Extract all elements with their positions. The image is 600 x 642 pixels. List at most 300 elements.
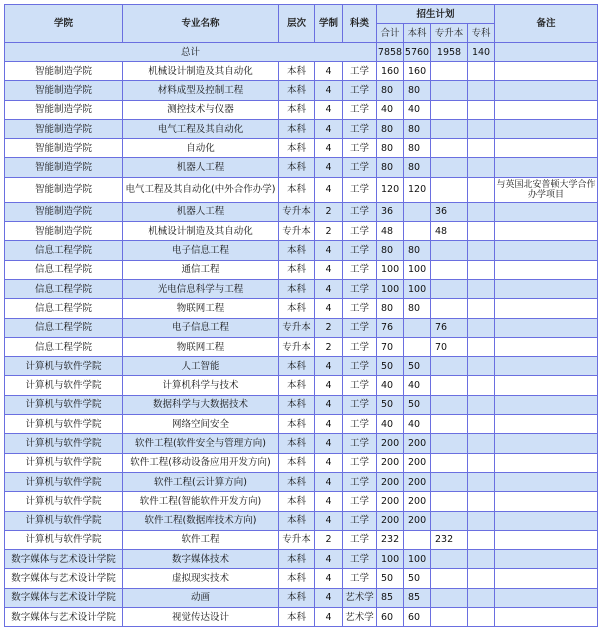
- remark-cell: [495, 139, 598, 158]
- table-row: [5, 415, 598, 434]
- category-cell: 工学: [343, 158, 377, 177]
- upgrade-cell: [431, 434, 468, 453]
- table-row: [5, 492, 598, 511]
- junior-cell: [468, 357, 495, 376]
- table-row: [5, 608, 598, 627]
- duration-cell: 4: [315, 376, 343, 395]
- table-row: [5, 177, 598, 202]
- duration-cell: 4: [315, 434, 343, 453]
- summary-remark: [495, 43, 598, 62]
- junior-cell: [468, 62, 495, 81]
- category-cell: 工学: [343, 260, 377, 279]
- college-cell: 数字媒体与艺术设计学院: [5, 608, 123, 627]
- remark-cell: [495, 222, 598, 241]
- category-cell: 工学: [343, 569, 377, 588]
- enrollment-plan-table: [4, 4, 598, 627]
- upgrade-cell: 76: [431, 318, 468, 337]
- undergrad-header: 本科: [404, 24, 431, 43]
- undergrad-cell: 120: [404, 177, 431, 202]
- category-cell: 工学: [343, 119, 377, 138]
- college-cell: 计算机与软件学院: [5, 357, 123, 376]
- major-cell: 软件工程(数据库技术方向): [123, 511, 279, 530]
- major-cell: 人工智能: [123, 357, 279, 376]
- duration-cell: 4: [315, 158, 343, 177]
- remark-cell: [495, 434, 598, 453]
- total-cell: 60: [377, 608, 404, 627]
- undergrad-cell: 200: [404, 492, 431, 511]
- major-cell: 软件工程(软件安全与管理方向): [123, 434, 279, 453]
- undergrad-cell: 200: [404, 511, 431, 530]
- junior-header: 专科: [468, 24, 495, 43]
- level-cell: 本科: [279, 415, 315, 434]
- category-cell: 工学: [343, 299, 377, 318]
- total-cell: 200: [377, 434, 404, 453]
- undergrad-cell: 50: [404, 569, 431, 588]
- undergrad-cell: 80: [404, 158, 431, 177]
- junior-cell: [468, 550, 495, 569]
- remark-cell: [495, 376, 598, 395]
- summary-junior: 140: [468, 43, 495, 62]
- undergrad-cell: [404, 337, 431, 356]
- duration-cell: 4: [315, 357, 343, 376]
- duration-cell: 4: [315, 550, 343, 569]
- total-cell: 48: [377, 222, 404, 241]
- level-cell: 专升本: [279, 530, 315, 549]
- total-cell: 80: [377, 299, 404, 318]
- summary-row: [5, 43, 598, 62]
- level-cell: 本科: [279, 376, 315, 395]
- junior-cell: [468, 395, 495, 414]
- college-cell: 计算机与软件学院: [5, 472, 123, 491]
- category-cell: 工学: [343, 395, 377, 414]
- total-cell: 200: [377, 492, 404, 511]
- total-cell: 80: [377, 158, 404, 177]
- college-cell: 智能制造学院: [5, 139, 123, 158]
- level-cell: 本科: [279, 81, 315, 100]
- total-cell: 200: [377, 511, 404, 530]
- category-cell: 工学: [343, 241, 377, 260]
- category-cell: 工学: [343, 530, 377, 549]
- category-cell: 工学: [343, 62, 377, 81]
- total-cell: 100: [377, 260, 404, 279]
- level-cell: 本科: [279, 434, 315, 453]
- upgrade-cell: [431, 62, 468, 81]
- undergrad-cell: [404, 318, 431, 337]
- junior-cell: [468, 119, 495, 138]
- category-cell: 工学: [343, 222, 377, 241]
- remark-cell: [495, 530, 598, 549]
- table-row: [5, 119, 598, 138]
- junior-cell: [468, 608, 495, 627]
- upgrade-cell: [431, 100, 468, 119]
- table-row: [5, 62, 598, 81]
- level-cell: 本科: [279, 241, 315, 260]
- college-cell: 计算机与软件学院: [5, 434, 123, 453]
- level-cell: 本科: [279, 299, 315, 318]
- table-row: [5, 453, 598, 472]
- table-row: [5, 299, 598, 318]
- major-cell: 电气工程及其自动化: [123, 119, 279, 138]
- level-cell: 本科: [279, 139, 315, 158]
- level-header: 层次: [279, 5, 315, 43]
- major-cell: 数据科学与大数据技术: [123, 395, 279, 414]
- major-cell: 材料成型及控制工程: [123, 81, 279, 100]
- level-cell: 本科: [279, 511, 315, 530]
- plan-header: 招生计划: [377, 5, 495, 24]
- summary-total: 7858: [377, 43, 404, 62]
- major-cell: 计算机科学与技术: [123, 376, 279, 395]
- college-cell: 智能制造学院: [5, 62, 123, 81]
- college-cell: 智能制造学院: [5, 119, 123, 138]
- junior-cell: [468, 177, 495, 202]
- remark-cell: [495, 318, 598, 337]
- remark-cell: [495, 588, 598, 607]
- upgrade-cell: [431, 241, 468, 260]
- undergrad-cell: 160: [404, 62, 431, 81]
- upgrade-cell: [431, 357, 468, 376]
- remark-header: 备注: [495, 5, 598, 43]
- table-row: [5, 158, 598, 177]
- college-cell: 计算机与软件学院: [5, 395, 123, 414]
- total-cell: 50: [377, 569, 404, 588]
- remark-cell: [495, 279, 598, 298]
- summary-upgrade: 1958: [431, 43, 468, 62]
- junior-cell: [468, 241, 495, 260]
- junior-cell: [468, 511, 495, 530]
- major-cell: 物联网工程: [123, 337, 279, 356]
- major-cell: 数字媒体技术: [123, 550, 279, 569]
- undergrad-cell: 80: [404, 119, 431, 138]
- duration-cell: 2: [315, 337, 343, 356]
- table-row: [5, 569, 598, 588]
- upgrade-cell: [431, 453, 468, 472]
- major-cell: 软件工程(智能软件开发方向): [123, 492, 279, 511]
- level-cell: 本科: [279, 453, 315, 472]
- table-row: [5, 279, 598, 298]
- junior-cell: [468, 222, 495, 241]
- remark-cell: [495, 81, 598, 100]
- undergrad-cell: 200: [404, 472, 431, 491]
- total-cell: 50: [377, 395, 404, 414]
- level-cell: 本科: [279, 260, 315, 279]
- header-row-top: [5, 5, 598, 24]
- major-cell: 电气工程及其自动化(中外合作办学): [123, 177, 279, 202]
- upgrade-cell: 232: [431, 530, 468, 549]
- duration-cell: 4: [315, 279, 343, 298]
- total-cell: 80: [377, 81, 404, 100]
- college-cell: 智能制造学院: [5, 222, 123, 241]
- undergrad-cell: [404, 202, 431, 221]
- junior-cell: [468, 569, 495, 588]
- duration-cell: 4: [315, 472, 343, 491]
- table-row: [5, 318, 598, 337]
- upgrade-cell: 48: [431, 222, 468, 241]
- category-cell: 工学: [343, 100, 377, 119]
- upgrade-cell: [431, 588, 468, 607]
- undergrad-cell: 60: [404, 608, 431, 627]
- duration-cell: 4: [315, 395, 343, 414]
- college-cell: 计算机与软件学院: [5, 376, 123, 395]
- duration-cell: 4: [315, 588, 343, 607]
- junior-cell: [468, 318, 495, 337]
- upgrade-cell: [431, 119, 468, 138]
- college-cell: 数字媒体与艺术设计学院: [5, 569, 123, 588]
- remark-cell: [495, 100, 598, 119]
- category-cell: 工学: [343, 318, 377, 337]
- undergrad-cell: 100: [404, 260, 431, 279]
- undergrad-cell: 80: [404, 241, 431, 260]
- duration-cell: 4: [315, 119, 343, 138]
- major-cell: 机械设计制造及其自动化: [123, 62, 279, 81]
- level-cell: 本科: [279, 62, 315, 81]
- level-cell: 本科: [279, 158, 315, 177]
- undergrad-cell: 80: [404, 299, 431, 318]
- total-cell: 70: [377, 337, 404, 356]
- duration-cell: 4: [315, 241, 343, 260]
- upgrade-cell: [431, 376, 468, 395]
- remark-cell: [495, 299, 598, 318]
- level-cell: 本科: [279, 279, 315, 298]
- total-cell: 80: [377, 139, 404, 158]
- junior-cell: [468, 100, 495, 119]
- duration-cell: 4: [315, 62, 343, 81]
- duration-cell: 2: [315, 530, 343, 549]
- category-cell: 工学: [343, 550, 377, 569]
- junior-cell: [468, 337, 495, 356]
- duration-cell: 4: [315, 100, 343, 119]
- major-cell: 光电信息科学与工程: [123, 279, 279, 298]
- level-cell: 本科: [279, 492, 315, 511]
- category-cell: 工学: [343, 492, 377, 511]
- major-cell: 机械设计制造及其自动化: [123, 222, 279, 241]
- duration-cell: 4: [315, 81, 343, 100]
- major-cell: 网络空间安全: [123, 415, 279, 434]
- undergrad-cell: [404, 530, 431, 549]
- category-cell: 艺术学: [343, 588, 377, 607]
- upgrade-cell: [431, 139, 468, 158]
- table-row: [5, 139, 598, 158]
- undergrad-cell: [404, 222, 431, 241]
- major-cell: 通信工程: [123, 260, 279, 279]
- upgrade-cell: [431, 279, 468, 298]
- table-row: [5, 100, 598, 119]
- remark-cell: [495, 472, 598, 491]
- level-cell: 专升本: [279, 337, 315, 356]
- remark-cell: [495, 241, 598, 260]
- total-cell: 36: [377, 202, 404, 221]
- college-cell: 信息工程学院: [5, 260, 123, 279]
- duration-cell: 2: [315, 202, 343, 221]
- total-cell: 40: [377, 100, 404, 119]
- category-cell: 工学: [343, 434, 377, 453]
- table-row: [5, 357, 598, 376]
- major-cell: 软件工程: [123, 530, 279, 549]
- table-row: [5, 472, 598, 491]
- college-cell: 计算机与软件学院: [5, 415, 123, 434]
- major-cell: 电子信息工程: [123, 318, 279, 337]
- upgrade-cell: [431, 550, 468, 569]
- total-cell: 76: [377, 318, 404, 337]
- remark-cell: [495, 260, 598, 279]
- major-cell: 虚拟现实技术: [123, 569, 279, 588]
- junior-cell: [468, 299, 495, 318]
- duration-cell: 4: [315, 511, 343, 530]
- major-cell: 机器人工程: [123, 158, 279, 177]
- level-cell: 本科: [279, 100, 315, 119]
- junior-cell: [468, 260, 495, 279]
- college-cell: 信息工程学院: [5, 279, 123, 298]
- major-cell: 机器人工程: [123, 202, 279, 221]
- major-header: 专业名称: [123, 5, 279, 43]
- remark-cell: [495, 395, 598, 414]
- undergrad-cell: 40: [404, 376, 431, 395]
- table-row: [5, 588, 598, 607]
- duration-cell: 4: [315, 492, 343, 511]
- total-cell: 100: [377, 279, 404, 298]
- college-cell: 智能制造学院: [5, 202, 123, 221]
- upgrade-cell: [431, 415, 468, 434]
- upgrade-cell: [431, 472, 468, 491]
- upgrade-cell: [431, 299, 468, 318]
- college-cell: 智能制造学院: [5, 177, 123, 202]
- upgrade-cell: [431, 492, 468, 511]
- undergrad-cell: 40: [404, 100, 431, 119]
- remark-cell: [495, 511, 598, 530]
- category-cell: 工学: [343, 177, 377, 202]
- level-cell: 专升本: [279, 318, 315, 337]
- junior-cell: [468, 139, 495, 158]
- junior-cell: [468, 376, 495, 395]
- category-cell: 工学: [343, 279, 377, 298]
- enrollment-table-container: [4, 4, 598, 627]
- college-cell: 信息工程学院: [5, 318, 123, 337]
- remark-cell: [495, 158, 598, 177]
- level-cell: 本科: [279, 119, 315, 138]
- remark-cell: [495, 337, 598, 356]
- major-cell: 自动化: [123, 139, 279, 158]
- remark-cell: 与英国北安普顿大学合作办学项目: [495, 177, 598, 202]
- table-row: [5, 434, 598, 453]
- upgrade-cell: [431, 158, 468, 177]
- major-cell: 视觉传达设计: [123, 608, 279, 627]
- level-cell: 本科: [279, 357, 315, 376]
- category-header: 科类: [343, 5, 377, 43]
- junior-cell: [468, 202, 495, 221]
- total-header: 合计: [377, 24, 404, 43]
- undergrad-cell: 50: [404, 357, 431, 376]
- upgrade-cell: 70: [431, 337, 468, 356]
- duration-cell: 4: [315, 139, 343, 158]
- college-cell: 数字媒体与艺术设计学院: [5, 550, 123, 569]
- summary-undergrad: 5760: [404, 43, 431, 62]
- category-cell: 工学: [343, 376, 377, 395]
- undergrad-cell: 50: [404, 395, 431, 414]
- upgrade-cell: [431, 511, 468, 530]
- college-cell: 数字媒体与艺术设计学院: [5, 588, 123, 607]
- level-cell: 本科: [279, 569, 315, 588]
- level-cell: 专升本: [279, 202, 315, 221]
- total-cell: 100: [377, 550, 404, 569]
- junior-cell: [468, 415, 495, 434]
- college-cell: 计算机与软件学院: [5, 511, 123, 530]
- college-cell: 信息工程学院: [5, 299, 123, 318]
- upgrade-cell: [431, 81, 468, 100]
- major-cell: 物联网工程: [123, 299, 279, 318]
- upgrade-header: 专升本: [431, 24, 468, 43]
- duration-cell: 4: [315, 299, 343, 318]
- major-cell: 软件工程(移动设备应用开发方向): [123, 453, 279, 472]
- undergrad-cell: 100: [404, 279, 431, 298]
- duration-cell: 4: [315, 608, 343, 627]
- junior-cell: [468, 472, 495, 491]
- duration-cell: 4: [315, 260, 343, 279]
- summary-label: 总计: [5, 43, 377, 62]
- undergrad-cell: 100: [404, 550, 431, 569]
- category-cell: 工学: [343, 511, 377, 530]
- remark-cell: [495, 492, 598, 511]
- total-cell: 80: [377, 241, 404, 260]
- table-row: [5, 395, 598, 414]
- remark-cell: [495, 202, 598, 221]
- level-cell: 本科: [279, 608, 315, 627]
- category-cell: 工学: [343, 81, 377, 100]
- college-cell: 智能制造学院: [5, 100, 123, 119]
- total-cell: 50: [377, 357, 404, 376]
- category-cell: 工学: [343, 337, 377, 356]
- remark-cell: [495, 415, 598, 434]
- upgrade-cell: [431, 569, 468, 588]
- undergrad-cell: 40: [404, 415, 431, 434]
- college-cell: 信息工程学院: [5, 337, 123, 356]
- total-cell: 40: [377, 376, 404, 395]
- junior-cell: [468, 279, 495, 298]
- junior-cell: [468, 530, 495, 549]
- table-row: [5, 376, 598, 395]
- college-header: 学院: [5, 5, 123, 43]
- undergrad-cell: 80: [404, 81, 431, 100]
- undergrad-cell: 200: [404, 453, 431, 472]
- remark-cell: [495, 119, 598, 138]
- remark-cell: [495, 569, 598, 588]
- category-cell: 工学: [343, 139, 377, 158]
- upgrade-cell: 36: [431, 202, 468, 221]
- category-cell: 工学: [343, 453, 377, 472]
- total-cell: 85: [377, 588, 404, 607]
- total-cell: 80: [377, 119, 404, 138]
- table-row: [5, 550, 598, 569]
- duration-cell: 4: [315, 569, 343, 588]
- upgrade-cell: [431, 177, 468, 202]
- junior-cell: [468, 588, 495, 607]
- duration-header: 学制: [315, 5, 343, 43]
- duration-cell: 4: [315, 453, 343, 472]
- level-cell: 本科: [279, 472, 315, 491]
- category-cell: 工学: [343, 472, 377, 491]
- upgrade-cell: [431, 395, 468, 414]
- major-cell: 动画: [123, 588, 279, 607]
- college-cell: 计算机与软件学院: [5, 453, 123, 472]
- junior-cell: [468, 81, 495, 100]
- remark-cell: [495, 357, 598, 376]
- table-body: [5, 62, 598, 627]
- total-cell: 160: [377, 62, 404, 81]
- total-cell: 200: [377, 472, 404, 491]
- major-cell: 电子信息工程: [123, 241, 279, 260]
- college-cell: 计算机与软件学院: [5, 492, 123, 511]
- duration-cell: 4: [315, 177, 343, 202]
- table-row: [5, 202, 598, 221]
- college-cell: 智能制造学院: [5, 81, 123, 100]
